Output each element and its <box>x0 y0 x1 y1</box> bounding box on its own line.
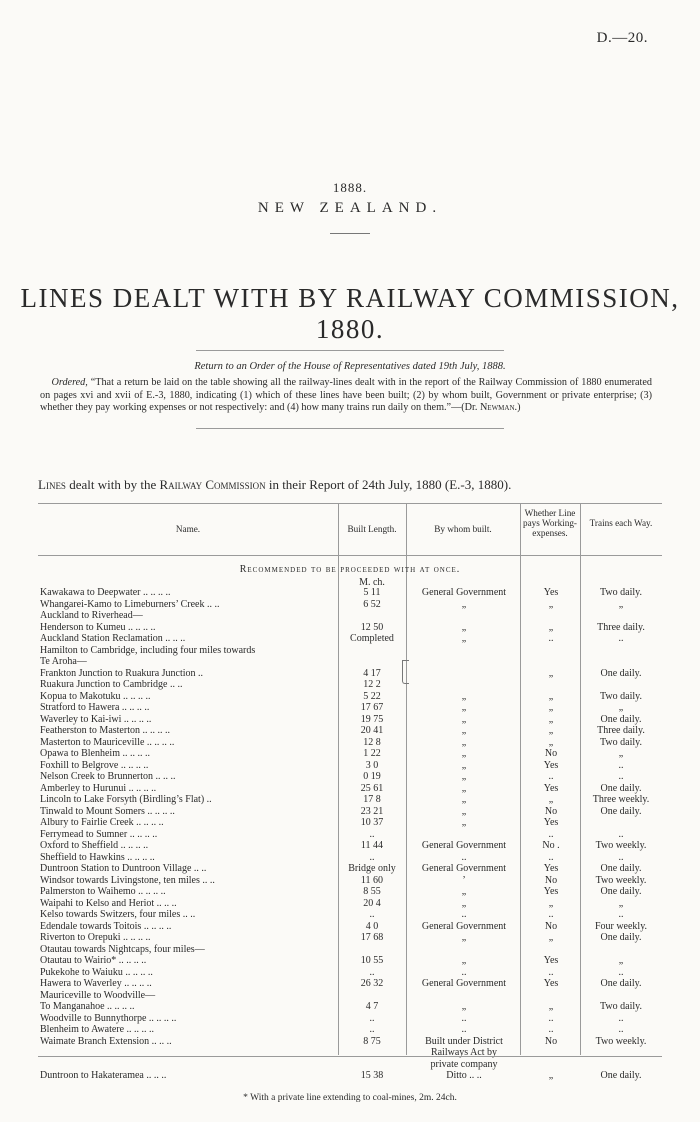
row-length: 4 0 <box>365 920 379 932</box>
row-built-by: General Government <box>421 587 507 598</box>
row-pays: Yes <box>543 817 559 828</box>
row-name: Albury to Fairlie Creek .. .. .. .. <box>40 817 164 828</box>
row-name: Auckland to Riverhead— <box>40 610 143 621</box>
order-text: “That a return be laid on the table showing all the railway-lines dealt with in the report of the Railway Commission of 1880 enumerated on pages xvi and xvii of E.-3, 1880, indicating (1) which of these lines have been built; (2) by whom built, Government or private enterprise; (3) whether they pay working expenses or not respectively: and (4) how many trains run daily on them.”—(Dr. <box>40 377 653 413</box>
table-row <box>0 829 700 841</box>
row-trains: Two daily. <box>600 587 642 598</box>
table-row <box>0 852 700 864</box>
row-trains: One daily. <box>600 805 642 817</box>
row-name: Woodville to Bunnythorpe .. .. .. .. <box>40 1012 177 1024</box>
row-name: Waipahi to Kelso and Heriot .. .. .. <box>40 897 177 909</box>
table-row <box>0 725 700 737</box>
table-row <box>0 760 700 772</box>
row-length: Completed <box>350 633 394 644</box>
row-pays: „ <box>548 932 554 943</box>
row-built-by: „ <box>461 748 467 759</box>
row-name: Auckland Station Reclamation .. .. .. <box>40 633 186 644</box>
row-trains: „ <box>618 748 624 759</box>
row-name: Oxford to Sheffield .. .. .. .. <box>40 840 149 851</box>
row-name: Ferrymead to Sumner .. .. .. .. <box>40 828 158 840</box>
row-length: 20 4 <box>363 897 381 909</box>
row-built-by: Ditto .. .. <box>446 1070 482 1081</box>
row-pays: „ <box>548 713 554 725</box>
row-trains: .. <box>618 1012 624 1024</box>
row-trains: Two daily. <box>600 690 642 702</box>
row-built-by: „ <box>461 690 467 702</box>
row-trains: .. <box>618 966 624 978</box>
page-title: LINES DEALT WITH BY RAILWAY COMMISSION, 1880. <box>20 283 680 344</box>
row-built-by: „ <box>461 932 467 943</box>
row-name: Otautau towards Nightcaps, four miles— <box>40 943 205 955</box>
row-trains: Two weekly. <box>595 874 647 886</box>
row-trains: One daily. <box>600 1070 642 1081</box>
row-name: Blenheim to Awatere .. .. .. .. <box>40 1024 155 1035</box>
row-pays: .. <box>548 1024 554 1035</box>
table-row <box>0 909 700 921</box>
table-row <box>0 1059 700 1071</box>
table-row <box>0 737 700 749</box>
row-name: Duntroon to Hakateramea .. .. .. <box>40 1070 167 1081</box>
row-trains: Two weekly. <box>595 1035 647 1047</box>
table-row <box>0 599 700 611</box>
row-length: .. <box>369 966 375 978</box>
table-title-post: in their Report of 24th July, 1880 (E.-3, 1880). <box>265 477 512 492</box>
header-length: Built Length. <box>347 524 397 534</box>
header-name: Name. <box>175 524 201 534</box>
row-length: 4 17 <box>363 667 381 679</box>
row-length: 12 8 <box>363 736 381 748</box>
row-built-by: „ <box>461 897 467 909</box>
table-row <box>0 702 700 714</box>
row-name: Waverley to Kai-iwi .. .. .. .. <box>40 713 152 725</box>
row-name: Kelso towards Switzers, four miles .. .. <box>40 909 196 920</box>
row-pays: Yes <box>543 782 559 794</box>
table-row <box>0 714 700 726</box>
row-name: Hawera to Waverley .. .. .. .. <box>40 978 152 989</box>
row-pays: „ <box>548 1001 554 1012</box>
row-pays: „ <box>548 736 554 748</box>
row-length: 5 22 <box>363 690 381 702</box>
table-row <box>0 622 700 634</box>
row-trains: .. <box>618 633 624 644</box>
row-name: Frankton Junction to Ruakura Junction .. <box>40 667 204 679</box>
table-row <box>0 587 700 599</box>
row-name: Mauriceville to Woodville— <box>40 989 156 1001</box>
order-paragraph <box>40 377 652 415</box>
table-row <box>0 1001 700 1013</box>
row-name: Kawakawa to Deepwater .. .. .. .. <box>40 587 171 598</box>
row-name: Opawa to Blenheim .. .. .. .. <box>40 748 150 759</box>
table-row <box>0 921 700 933</box>
row-name: Palmerston to Waihemo .. .. .. .. <box>40 886 166 897</box>
row-length: .. <box>369 828 375 840</box>
header-trains: Trains each Way. <box>589 518 653 528</box>
row-trains: „ <box>618 702 624 713</box>
row-name: Kopua to Makotuku .. .. .. .. <box>40 690 151 702</box>
row-pays: „ <box>548 1070 554 1081</box>
order-end: .) <box>514 402 521 413</box>
table-row <box>0 783 700 795</box>
row-built-by: „ <box>461 725 467 736</box>
row-name: Masterton to Mauriceville .. .. .. .. <box>40 736 175 748</box>
table-title-commission: Railway Commission <box>159 477 266 492</box>
row-built-by: General Government <box>421 840 507 851</box>
row-pays: No <box>544 920 558 932</box>
row-built-by: .. <box>461 1012 467 1024</box>
row-trains: One daily. <box>600 782 642 794</box>
table-row <box>0 932 700 944</box>
row-built-by: .. <box>461 851 467 863</box>
row-pays: „ <box>548 690 554 702</box>
row-trains: Two weekly. <box>595 840 647 851</box>
row-length: 17 67 <box>360 702 384 713</box>
document-year: 1888. <box>332 180 368 195</box>
row-pays: .. <box>548 851 554 863</box>
row-trains: One daily. <box>600 667 642 679</box>
row-trains: Two daily. <box>600 736 642 748</box>
row-trains: Three daily. <box>597 621 645 633</box>
row-built-by: „ <box>461 598 467 610</box>
table-row <box>0 863 700 875</box>
row-length: 6 52 <box>363 598 381 610</box>
row-length: 15 38 <box>360 1070 384 1081</box>
row-built-by: .. <box>461 909 467 920</box>
length-units: M. ch. <box>359 577 385 588</box>
row-pays: „ <box>548 621 554 633</box>
table-row <box>0 679 700 691</box>
row-pays: .. <box>548 909 554 920</box>
row-pays: No <box>544 748 558 759</box>
row-built-by: „ <box>461 633 467 644</box>
row-trains: Three daily. <box>597 725 645 736</box>
row-built-by: „ <box>461 955 467 966</box>
table-bottom-rule <box>38 1056 662 1057</box>
row-trains: Two daily. <box>600 1001 642 1012</box>
row-pays: „ <box>548 725 554 736</box>
row-trains: Three weekly. <box>592 794 650 805</box>
row-built-by: General Government <box>421 978 507 989</box>
row-pays: „ <box>548 794 554 805</box>
row-length: 11 60 <box>360 874 384 886</box>
row-pays: „ <box>548 702 554 713</box>
table-row <box>0 1047 700 1059</box>
table-title <box>38 477 662 493</box>
row-name: Sheffield to Hawkins .. .. .. .. <box>40 851 155 863</box>
table-row <box>0 645 700 657</box>
row-length: .. <box>369 851 375 863</box>
row-pays: Yes <box>543 863 559 874</box>
row-built-by: „ <box>461 782 467 794</box>
row-length: 11 44 <box>360 840 384 851</box>
row-pays: Yes <box>543 955 559 966</box>
row-name: Stratford to Hawera .. .. .. .. <box>40 702 150 713</box>
row-built-by: „ <box>461 817 467 828</box>
row-trains: .. <box>618 771 624 782</box>
row-name: Otautau to Wairio* .. .. .. .. <box>40 955 147 966</box>
row-length: 10 55 <box>360 955 384 966</box>
table-row <box>0 886 700 898</box>
row-built-by: „ <box>461 702 467 713</box>
row-pays: .. <box>548 966 554 978</box>
row-name: Amberley to Hurunui .. .. .. .. <box>40 782 157 794</box>
country-heading: NEW ZEALAND. <box>257 200 443 216</box>
row-length: .. <box>369 909 375 920</box>
row-length: 0 19 <box>363 771 381 782</box>
return-order-line: Return to an Order of the House of Representatives dated 19th July, 1888. <box>194 361 506 372</box>
heading-divider <box>330 233 370 234</box>
row-trains: One daily. <box>600 713 642 725</box>
row-built-by: „ <box>461 736 467 748</box>
page-code: D.—20. <box>596 30 648 46</box>
table-row <box>0 656 700 668</box>
table-header-rule <box>38 555 662 556</box>
table-row <box>0 771 700 783</box>
order-label: Ordered, <box>51 377 88 388</box>
table-row <box>0 898 700 910</box>
table-row <box>0 748 700 760</box>
row-trains: .. <box>618 828 624 840</box>
row-name: Lincoln to Lake Forsyth (Birdling’s Flat) .. <box>40 794 212 805</box>
row-pays: „ <box>548 897 554 909</box>
table-row <box>0 944 700 956</box>
table-row <box>0 1036 700 1048</box>
row-pays: No <box>544 805 558 817</box>
row-pays: .. <box>548 828 554 840</box>
row-trains: One daily. <box>600 886 642 897</box>
row-length: 17 68 <box>360 932 384 943</box>
row-built-by: „ <box>461 805 467 817</box>
row-length: 17 8 <box>363 794 381 805</box>
row-trains: Four weekly. <box>594 920 648 932</box>
row-pays: Yes <box>543 759 559 771</box>
header-by-whom: By whom built. <box>434 524 492 534</box>
row-length: .. <box>369 1012 375 1024</box>
row-name: Whangarei-Kamo to Limeburners’ Creek .. .. <box>40 598 220 610</box>
table-row <box>0 1070 700 1082</box>
row-built-by: Railways Act by <box>430 1047 498 1058</box>
table-row <box>0 840 700 852</box>
table-row <box>0 955 700 967</box>
row-length: 25 61 <box>360 782 384 794</box>
row-trains: .. <box>618 851 624 863</box>
row-pays: „ <box>548 598 554 610</box>
row-length: 10 37 <box>360 817 384 828</box>
row-length: 12 2 <box>363 679 381 690</box>
row-trains: .. <box>618 909 624 920</box>
row-name: Windsor towards Livingstone, ten miles .. .. <box>40 874 215 886</box>
header-pays: Whether Line pays Working-expenses. <box>523 508 577 538</box>
table-row <box>0 691 700 703</box>
table-row <box>0 875 700 887</box>
row-pays: Yes <box>543 886 559 897</box>
row-name: Ruakura Junction to Cambridge .. .. <box>40 679 183 690</box>
row-name: Te Aroha— <box>40 656 87 667</box>
row-length: 5 11 <box>363 587 381 598</box>
row-pays: „ <box>548 667 554 679</box>
row-length: 4 7 <box>365 1001 379 1012</box>
table-top-rule <box>38 503 662 504</box>
order-author: Newman <box>479 402 515 413</box>
row-pays: Yes <box>543 978 559 989</box>
row-pays: .. <box>548 633 554 644</box>
table-row <box>0 978 700 990</box>
row-built-by: .. <box>461 1024 467 1035</box>
row-trains: „ <box>618 955 624 966</box>
row-name: Foxhill to Belgrove .. .. .. .. <box>40 759 149 771</box>
row-length: 8 55 <box>363 886 381 897</box>
row-trains: .. <box>618 1024 624 1035</box>
row-trains: One daily. <box>600 863 642 874</box>
row-built-by: ’ <box>462 874 466 886</box>
row-length: 12 50 <box>360 621 384 633</box>
title-divider <box>196 350 504 351</box>
row-pays: Yes <box>543 587 559 598</box>
row-trains: „ <box>618 598 624 610</box>
row-length: 23 21 <box>360 805 384 817</box>
row-name: Pukekohe to Waiuku .. .. .. .. <box>40 966 153 978</box>
table-row <box>0 806 700 818</box>
row-built-by: „ <box>461 794 467 805</box>
row-pays: .. <box>548 771 554 782</box>
row-pays: .. <box>548 1012 554 1024</box>
table-row <box>0 1024 700 1036</box>
table-row <box>0 967 700 979</box>
row-length: 26 32 <box>360 978 384 989</box>
row-name: Edendale towards Toitois .. .. .. .. <box>40 920 172 932</box>
row-length: 1 22 <box>363 748 381 759</box>
row-trains: One daily. <box>600 978 642 989</box>
row-name: Waimate Branch Extension .. .. .. <box>40 1035 172 1047</box>
row-built-by: „ <box>461 1001 467 1012</box>
row-name: Hamilton to Cambridge, including four miles towards <box>40 644 256 656</box>
row-built-by: „ <box>461 771 467 782</box>
row-pays: No <box>544 874 558 886</box>
row-built-by: General Government <box>421 863 507 874</box>
row-pays: No <box>544 1035 558 1047</box>
table-row <box>0 990 700 1002</box>
row-built-by: „ <box>461 713 467 725</box>
section-heading: Recommended to be proceeded with at once. <box>239 564 461 575</box>
row-name: Tinwald to Mount Somers .. .. .. .. <box>40 805 175 817</box>
order-divider <box>196 428 504 429</box>
row-built-by: Built under District <box>425 1035 503 1047</box>
row-name: Riverton to Orepuki .. .. .. .. <box>40 932 151 943</box>
row-built-by: private company <box>430 1058 498 1070</box>
row-built-by: General Government <box>421 920 507 932</box>
row-trains: .. <box>618 759 624 771</box>
table-row <box>0 794 700 806</box>
row-built-by: „ <box>461 621 467 633</box>
table-row <box>0 817 700 829</box>
row-built-by: „ <box>461 759 467 771</box>
row-trains: „ <box>618 897 624 909</box>
row-built-by: .. <box>461 966 467 978</box>
row-name: Nelson Creek to Brunnerton .. .. .. <box>40 771 176 782</box>
footnote: * With a private line extending to coal-mines, 2m. 24ch. <box>243 1093 457 1103</box>
table-row <box>0 633 700 645</box>
row-length: 19 75 <box>360 713 384 725</box>
table-row <box>0 610 700 622</box>
row-trains: One daily. <box>600 932 642 943</box>
table-row <box>0 1013 700 1025</box>
row-length: 20 41 <box>360 725 384 736</box>
row-name: Henderson to Kumeu .. .. .. .. <box>40 621 156 633</box>
table-title-mid: dealt with by the <box>65 477 160 492</box>
row-built-by: „ <box>461 886 467 897</box>
row-length: Bridge only <box>348 863 396 874</box>
table-row <box>0 668 700 680</box>
table-title-lines: Lines <box>38 477 66 492</box>
row-length: .. <box>369 1024 375 1035</box>
row-name: Duntroon Station to Duntroon Village .. .. <box>40 863 207 874</box>
row-name: Featherston to Masterton .. .. .. .. <box>40 725 170 736</box>
row-length: 3 0 <box>365 759 379 771</box>
row-name: To Manganahoe .. .. .. .. <box>40 1001 135 1012</box>
row-length: 8 75 <box>363 1035 381 1047</box>
row-pays: No . <box>542 840 560 851</box>
